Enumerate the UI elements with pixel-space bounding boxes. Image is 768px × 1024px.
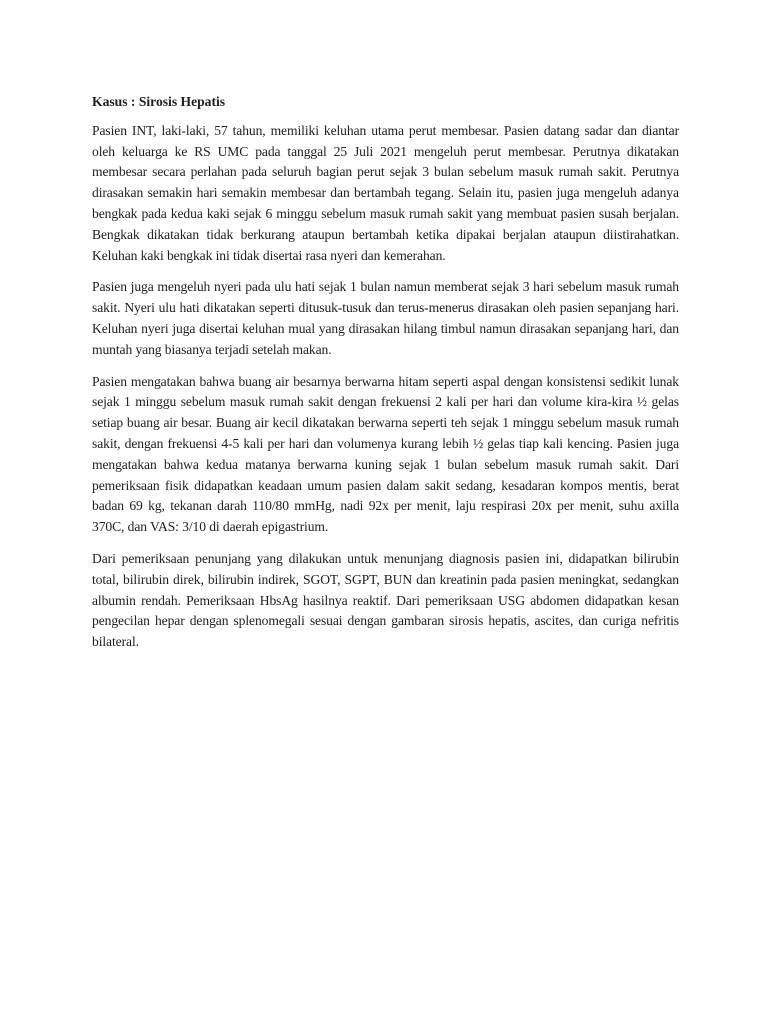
paragraph-chief-complaint: Pasien INT, laki-laki, 57 tahun, memiliki keluhan utama perut membesar. Pasien datang sadar dan diantar oleh keluarga ke RS UMC pada tanggal 25 Juli 2021 mengeluh perut membesar. Perutnya dikatakan membesar secara perlahan pada seluruh bagian perut sejak 3 bulan sebelum masuk rumah sakit. Perutnya dirasakan semakin hari semakin membesar dan bertambah tegang. Selain itu, pasien juga mengeluh adanya bengkak pada kedua kaki sejak 6 minggu sebelum masuk rumah sakit yang membuat pasien susah berjalan. Bengkak dikatakan tidak berkurang ataupun bertambah ketika dipakai berjalan ataupun diistirahatkan. Keluhan kaki bengkak ini tidak disertai rasa nyeri dan kemerahan.: [92, 122, 679, 263]
document-title: Kasus : Sirosis Hepatis: [92, 94, 226, 109]
paragraph-physical-exam: Pasien mengatakan bahwa buang air besarnya berwarna hitam seperti aspal dengan konsistensi sedikit lunak sejak 1 minggu sebelum masuk rumah sakit dengan frekuensi 2 kali per hari dan volume kira-kira ½ gelas setiap buang air besar. Buang air kecil dikatakan berwarna seperti teh sejak 1 minggu sebelum masuk rumah sakit, dengan frekuensi 4-5 kali per hari dan volumenya kurang lebih ½ gelas tiap kali kencing. Pasien juga mengatakan bahwa kedua matanya berwarna kuning sejak 1 bulan sebelum masuk rumah sakit. Dari pemeriksaan fisik didapatkan keadaan umum pasien dalam sakit sedang, kesadaran kompos mentis, berat badan 69 kg, tekanan darah 110/80 mmHg, nadi 92x per menit, laju respirasi 20x per menit, suhu axilla 370C, dan VAS: 3/10 di daerah epigastrium.: [92, 373, 679, 535]
paragraph-supporting-exam: Dari pemeriksaan penunjang yang dilakukan untuk menunjang diagnosis pasien ini, didapatkan bilirubin total, bilirubin direk, bilirubin indirek, SGOT, SGPT, BUN dan kreatinin pada pasien meningkat, sedangkan albumin rendah. Pemeriksaan HbsAg hasilnya reaktif. Dari pemeriksaan USG abdomen didapatkan kesan pengecilan hepar dengan splenomegali sesuai dengan gambaran sirosis hepatis, ascites, dan curiga nefritis bilateral.: [92, 550, 679, 650]
paragraph-epigastric-pain: Pasien juga mengeluh nyeri pada ulu hati sejak 1 bulan namun memberat sejak 3 hari sebelum masuk rumah sakit. Nyeri ulu hati dikatakan seperti ditusuk-tusuk dan terus-menerus dirasakan oleh pasien sepanjang hari. Keluhan nyeri juga disertai keluhan mual yang dirasakan hilang timbul namun dirasakan sepanjang hari, dan muntah yang biasanya terjadi setelah makan.: [92, 279, 679, 357]
